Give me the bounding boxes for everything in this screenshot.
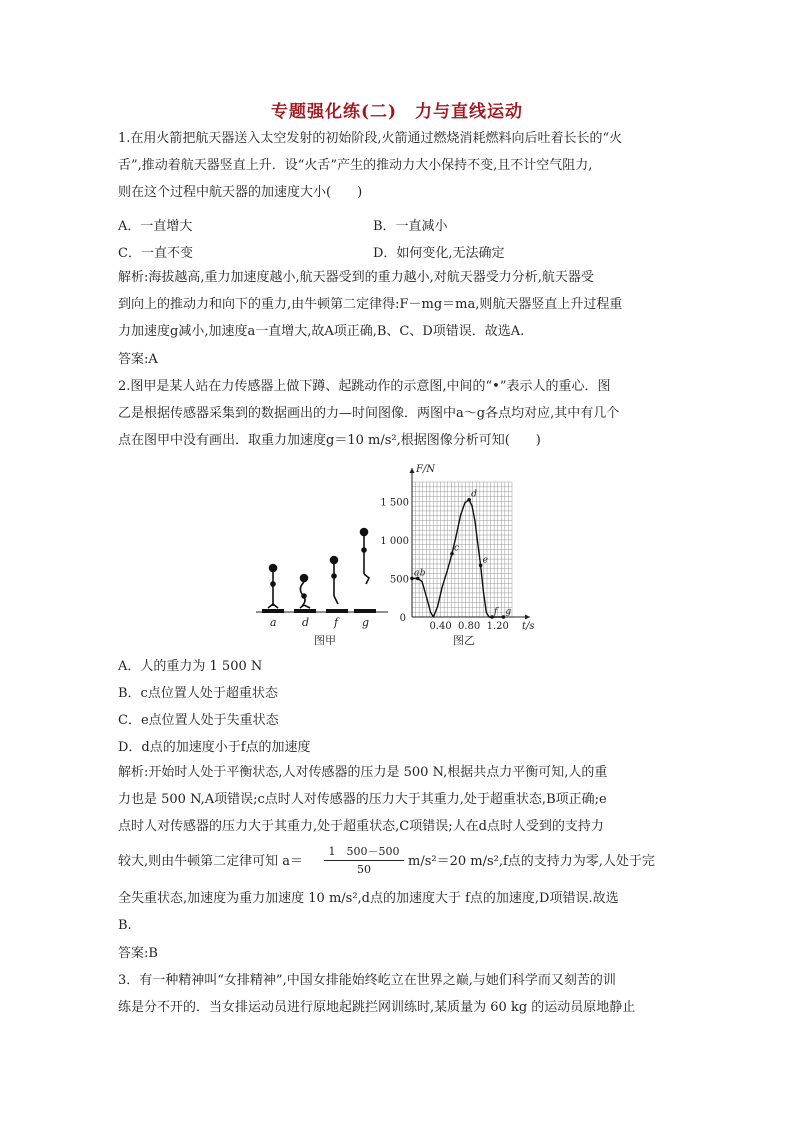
point-label-e: e (482, 555, 488, 566)
q2-analysis-line-4b: m/s²＝20 m/s²,f点的支持力为零,人处于完 (408, 854, 655, 869)
q1-analysis-line-2: 到向上的推动力和向下的重力,由牛顿第二定律得:F－mg＝ma,则航天器竖直上升过程重 (118, 297, 623, 312)
fraction-bar (324, 860, 404, 861)
q1-analysis-line-1: 解析:海拔越高,重力加速度越小,航天器受到的重力越小,对航天器受力分析,航天器受 (118, 270, 594, 285)
q2-analysis-line-6: B. (118, 918, 132, 933)
figure-yi-chart (380, 460, 560, 650)
q3-stem-line-1: 3．有一种精神叫“女排精神”,中国女排能始终屹立在世界之巅,与她们科学而又刻苦的训 (118, 973, 616, 988)
q1-stem-line-1: 1.在用火箭把航天器送入太空发射的初始阶段,火箭通过燃烧消耗燃料向后吐着长长的“火 (118, 131, 623, 146)
y-tick-label: 1 000 (380, 535, 409, 547)
q2-stem-line-3: 点在图甲中没有画出．取重力加速度g＝10 m/s²,根据图像分析可知( ) (118, 433, 541, 448)
person-g (361, 529, 370, 585)
q1-option-a: A．一直增大 (118, 219, 193, 234)
q2-analysis-line-2: 力也是 500 N,A项错误;c点时人对传感器的压力大于其重力,处于超重状态,B项正确;e (118, 792, 607, 807)
q2-option-b: B．c点位置人处于超重状态 (118, 686, 278, 701)
y-tick-label: 500 (389, 574, 409, 586)
fraction-denominator: 50 (357, 863, 371, 876)
q1-analysis-line-3: 力加速度g减小,加速度a一直增大,故A项正确,B、C、D项错误．故选A. (118, 324, 525, 339)
q1-stem-line-2: 舌”,推动着航天器竖直上升．设“火舌”产生的推动力大小保持不变,且不计空气阻力, (118, 158, 593, 173)
q2-option-d: D．d点的加速度小于f点的加速度 (118, 740, 311, 755)
y-axis-arrow (410, 468, 415, 473)
x-axis-arrow (525, 615, 530, 620)
figure-jia-caption: 图甲 (314, 634, 336, 647)
force-curve (412, 500, 503, 617)
q3-stem-line-2: 练是分不开的．当女排运动员进行原地起跳拦网训练时,某质量为 60 kg 的运动员原地静止 (118, 1000, 636, 1015)
q1-option-b: B．一直减小 (373, 219, 448, 234)
q2-analysis-line-4a: 较大,则由牛顿第二定律可知 a＝ (118, 854, 304, 869)
fraction-numerator: 1 500－500 (328, 845, 400, 858)
person-label-f: f (334, 616, 339, 629)
figure-yi-caption: 图乙 (453, 634, 475, 647)
x-tick-label: 1.20 (486, 621, 509, 632)
x-axis-label: t/s (522, 621, 535, 632)
point-label-c: c (454, 543, 460, 554)
x-tick-label: 0.80 (458, 621, 481, 632)
person-a (268, 565, 278, 609)
sensor-plate-a (262, 609, 284, 613)
point-label-g: g (505, 607, 512, 617)
q2-stem-line-2: 乙是根据传感器采集到的数据画出的力—时间图像．两图中a～g各点均对应,其中有几个 (118, 406, 620, 421)
q2-analysis-line-3: 点时人对传感器的压力大于其重力,处于超重状态,C项错误;人在d点时人受到的支持力 (118, 819, 604, 834)
point-label-d: d (471, 489, 477, 500)
point-label-b: b (419, 568, 426, 579)
q1-option-d: D．如何变化,无法确定 (373, 246, 505, 261)
q1-stem-line-3: 则在这个过程中航天器的加速度大小( ) (118, 185, 363, 200)
page-title: 专题强化练(二) 力与直线运动 (270, 102, 524, 122)
figure-jia (248, 520, 396, 650)
sensor-plate-g (354, 609, 376, 613)
chart-series (410, 498, 505, 619)
person-label-a: a (270, 616, 277, 629)
q2-analysis-line-1: 解析:开始时人处于平衡状态,人对传感器的压力是 500 N,根据共点力平衡可知,人的重 (118, 765, 608, 780)
person-label-g: g (362, 616, 370, 629)
q2-analysis-line-5: 全失重状态,加速度为重力加速度 10 m/s²,d点的加速度大于 f点的加速度,D项错误.故选 (118, 891, 619, 906)
y-tick-label: 1 500 (380, 497, 409, 509)
point-label-f: f (494, 607, 498, 617)
sensor-plate-f (326, 609, 348, 613)
person-d (300, 575, 310, 609)
q1-option-c: C．一直不变 (118, 246, 193, 261)
q2-stem-line-1: 2.图甲是某人站在力传感器上做下蹲、起跳动作的示意图,中间的“•”表示人的重心．图 (118, 379, 611, 394)
origin-label: 0 (399, 613, 406, 624)
x-tick-label: 0.40 (429, 621, 452, 632)
person-label-d: d (302, 616, 310, 629)
point-label-a: a (414, 568, 420, 579)
sensor-plate-d (294, 609, 316, 613)
q2-answer: 答案:B (118, 946, 158, 961)
person-f (331, 557, 339, 605)
y-axis-label: F/N (416, 464, 436, 475)
q2-option-a: A．人的重力为 1 500 N (118, 659, 263, 674)
q2-option-c: C．e点位置人处于失重状态 (118, 713, 279, 728)
q1-answer: 答案:A (118, 352, 158, 367)
